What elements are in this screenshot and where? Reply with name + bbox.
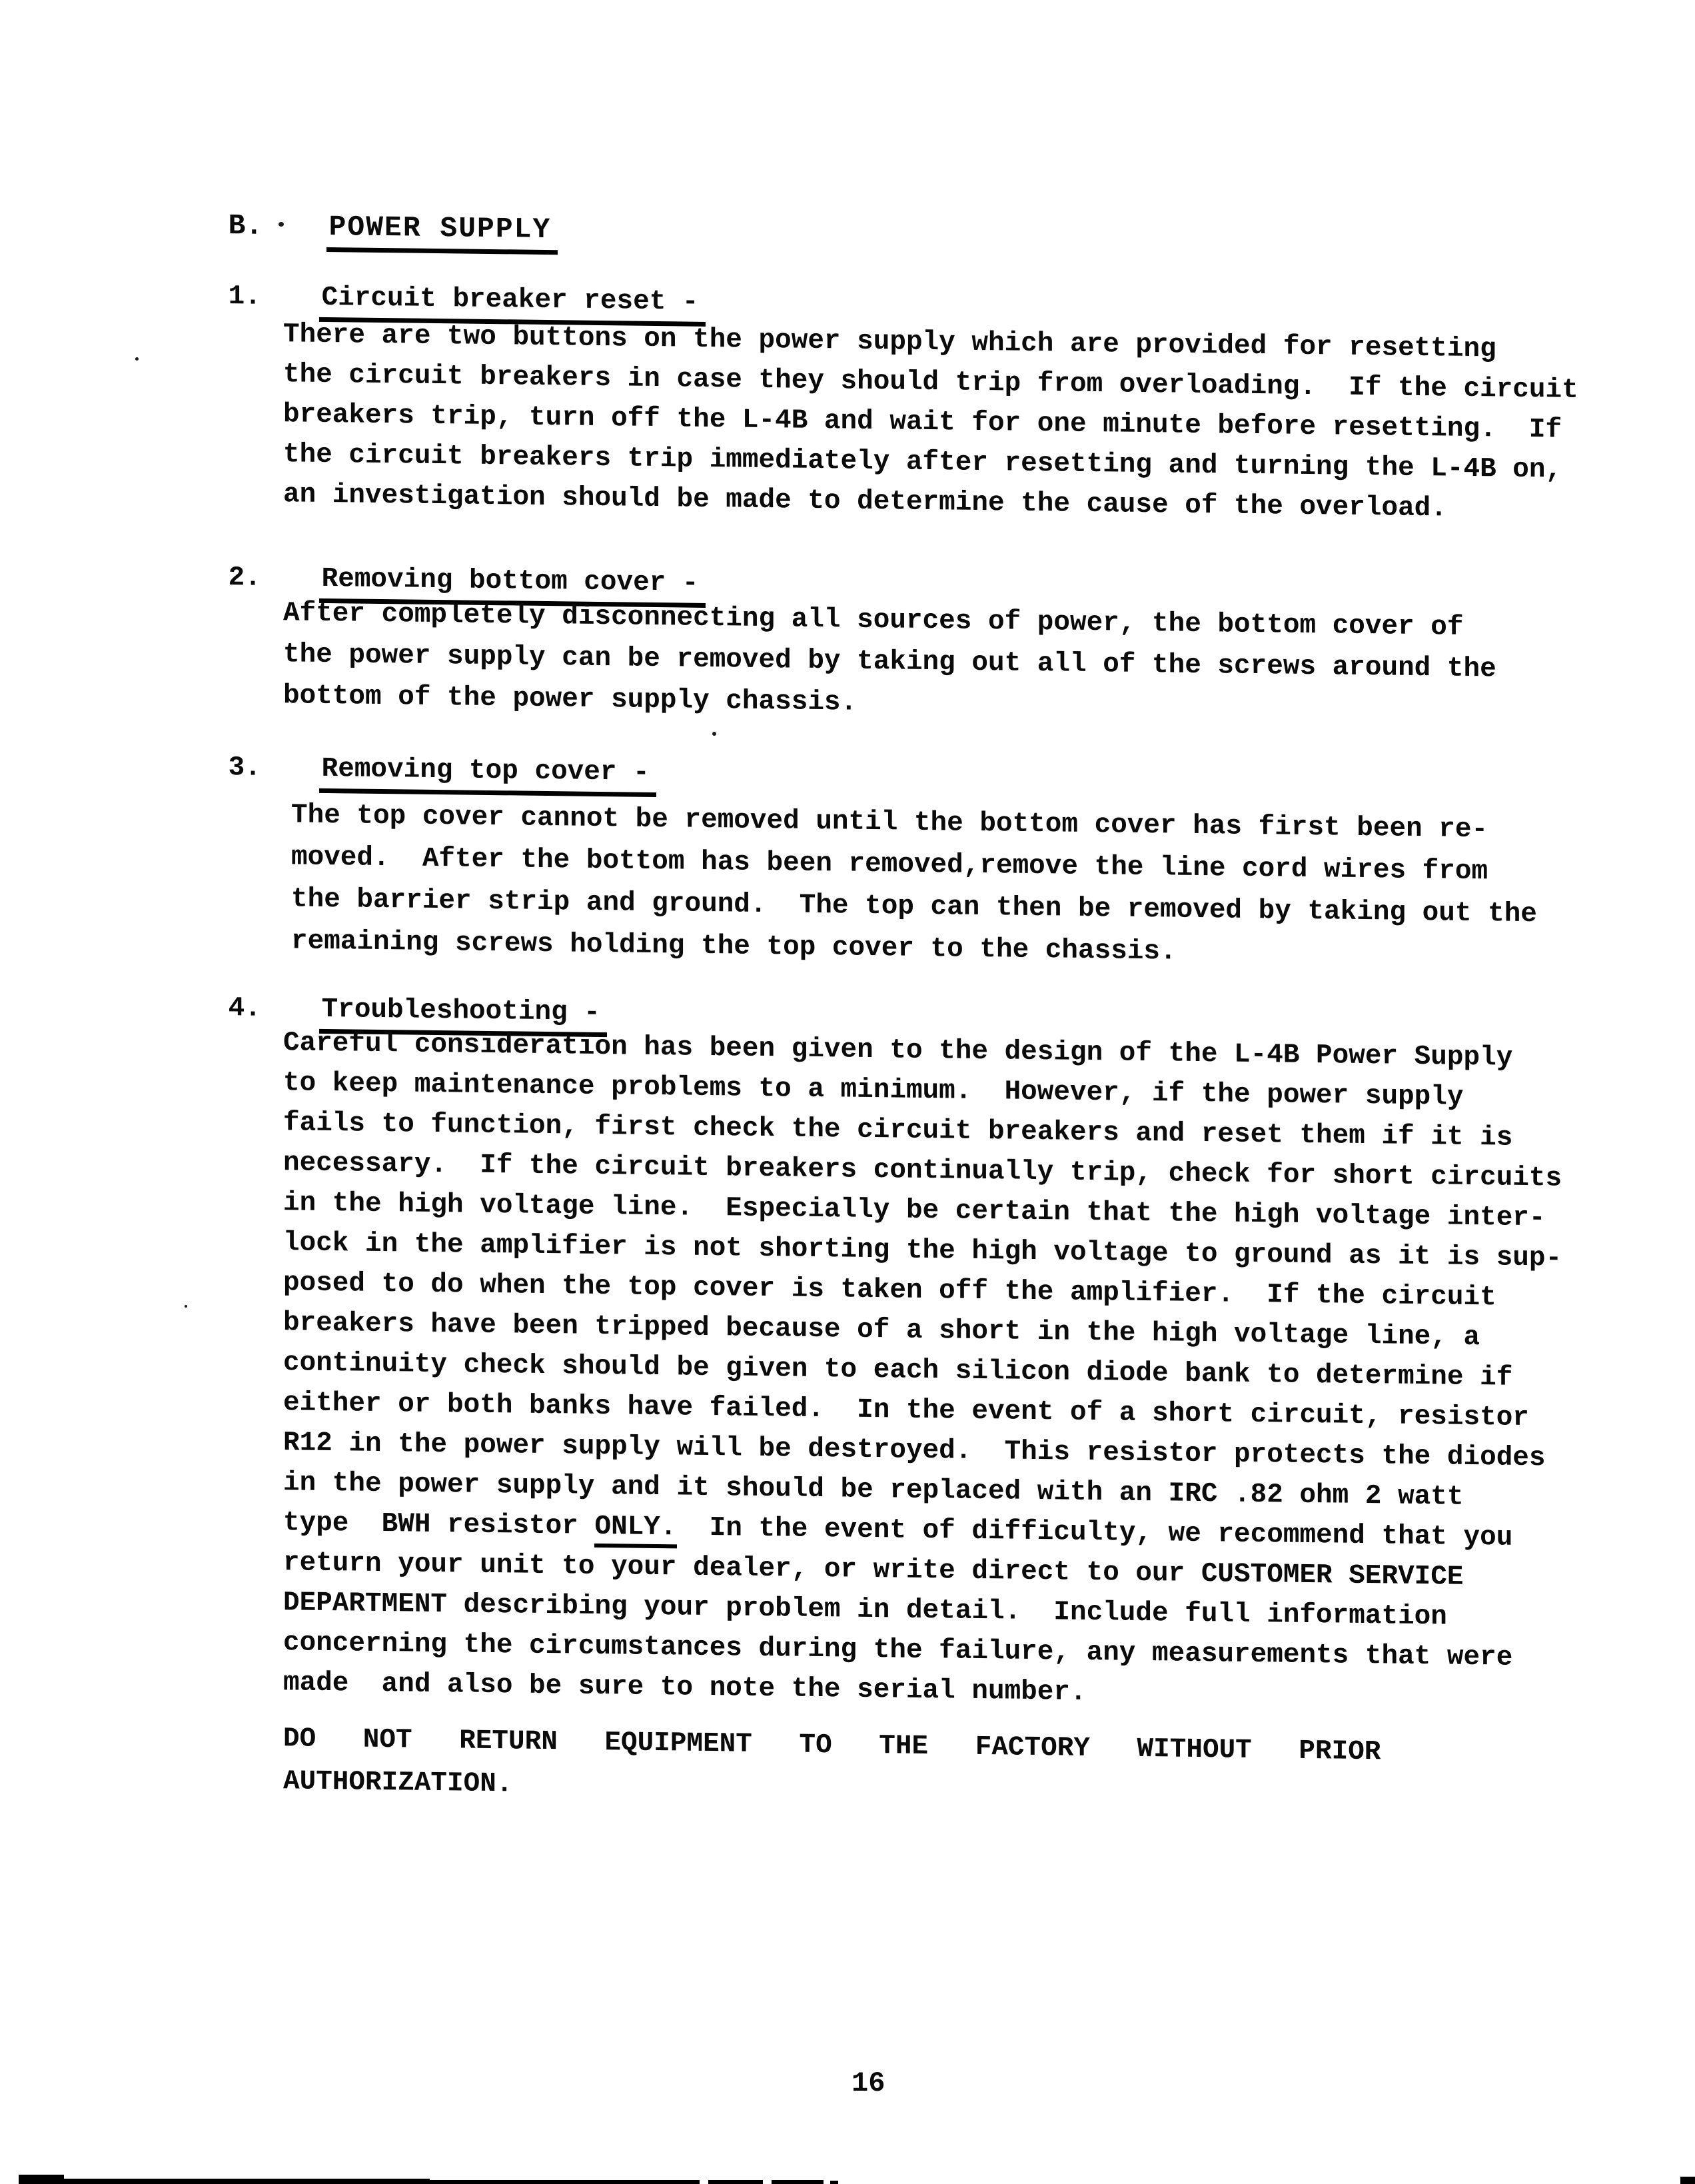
section-4-title: Troubleshooting - (319, 994, 607, 1037)
text-line: Careful consideration has been given to the design of the L-4B Power Supply (283, 1028, 1513, 1074)
section-4-paragraph (283, 1023, 1562, 1718)
section-1-title: Circuit breaker reset - (319, 283, 706, 327)
text-line: fails to function, first check the circuit breakers and reset them if it is (283, 1108, 1513, 1154)
text-line: DEPARTMENT describing your problem in detail. Include full information (283, 1588, 1447, 1633)
section-3-paragraph (291, 794, 1537, 978)
main-heading-letter: B. (228, 209, 263, 243)
text-line: After completely disconnecting all sources of power, the bottom cover of (283, 598, 1464, 643)
section-4-number: 4. (228, 993, 261, 1024)
text-line: necessary. If the circuit breakers continually trip, check for short circuits (283, 1148, 1562, 1194)
underlined-word-only: ONLY. (594, 1512, 676, 1549)
text-line: an investigation should be made to determine the cause of the overload. (283, 479, 1447, 525)
ink-speck (185, 1305, 187, 1308)
main-heading (190, 197, 558, 258)
page-number: 16 (851, 2067, 885, 2099)
section-2-number: 2. (228, 562, 261, 594)
scan-edge-artifact (20, 2179, 430, 2184)
section-2-paragraph (283, 592, 1496, 731)
scan-edge-artifact (772, 2180, 824, 2184)
text-line: continuity check should be given to each silicon diode bank to determine if (283, 1348, 1513, 1394)
text-line: remaining screws holding the top cover to the chassis. (291, 926, 1177, 968)
text-line: The top cover cannot be removed until the bottom cover has first been re- (291, 800, 1488, 846)
text-line: the circuit breakers trip immediately after resetting and turning the L-4B on, (283, 439, 1562, 486)
text-line: concerning the circumstances during the failure, any measurements that were (283, 1628, 1513, 1673)
scan-edge-artifact (430, 2180, 700, 2184)
text-line: in the high voltage line. Especially be certain that the high voltage inter- (283, 1188, 1546, 1234)
text-line: in the power supply and it should be replaced with an IRC .82 ohm 2 watt (283, 1468, 1464, 1513)
ink-speck (279, 222, 284, 227)
scan-edge-artifact (830, 2181, 838, 2184)
text-line: made and also be sure to note the serial number. (283, 1667, 1087, 1708)
section-1-paragraph (283, 315, 1578, 531)
text-line: the power supply can be removed by taking out all of the screws around the (283, 639, 1496, 685)
section-3-heading (190, 740, 656, 800)
factory-return-notice (283, 1717, 1381, 1816)
text-line: bottom of the power supply chassis. (283, 680, 857, 718)
ink-speck (135, 357, 139, 361)
text-line: to keep maintenance problems to a minimum. However, if the power supply (283, 1068, 1464, 1113)
notice-line: AUTHORIZATION. (283, 1766, 513, 1800)
text-line: return your unit to your dealer, or write direct to our CUSTOMER SERVICE (283, 1548, 1464, 1593)
text-segment: In the event of difficulty, we recommend that you (676, 1512, 1513, 1554)
text-line: moved. After the bottom has been removed,remove the line cord wires from (291, 842, 1488, 888)
text-line: the barrier strip and ground. The top can then be removed by taking out the (291, 884, 1537, 930)
text-line: lock in the amplifier is not shorting the high voltage to ground as it is sup- (283, 1228, 1562, 1274)
section-3-title: Removing top cover - (319, 754, 656, 797)
text-line: There are two buttons on the power supply which are provided for resetting (283, 319, 1496, 365)
section-3-number: 3. (228, 752, 261, 784)
text-line: breakers trip, turn off the L-4B and wait for one minute before resetting. If (283, 399, 1562, 446)
scan-edge-artifact (708, 2180, 763, 2184)
text-line: posed to do when the top cover is taken off the amplifier. If the circuit (283, 1268, 1496, 1314)
text-line: the circuit breakers in case they should trip from overloading. If the circuit (283, 359, 1578, 406)
text-line: either or both banks have failed. In the event of a short circuit, resistor (283, 1388, 1529, 1434)
notice-line: DO NOT RETURN EQUIPMENT TO THE FACTORY WITHOUT PRIOR (283, 1723, 1381, 1768)
ink-speck (712, 732, 716, 736)
section-2-title: Removing bottom cover - (319, 564, 706, 608)
text-line: R12 in the power supply will be destroyed. This resistor protects the diodes (283, 1428, 1546, 1474)
scan-edge-artifact (1680, 2177, 1695, 2184)
text-line: breakers have been tripped because of a short in the high voltage line, a (283, 1308, 1480, 1354)
main-heading-title: POWER SUPPLY (326, 211, 558, 255)
text-segment: type BWH resistor (283, 1508, 595, 1542)
section-1-number: 1. (228, 281, 261, 313)
